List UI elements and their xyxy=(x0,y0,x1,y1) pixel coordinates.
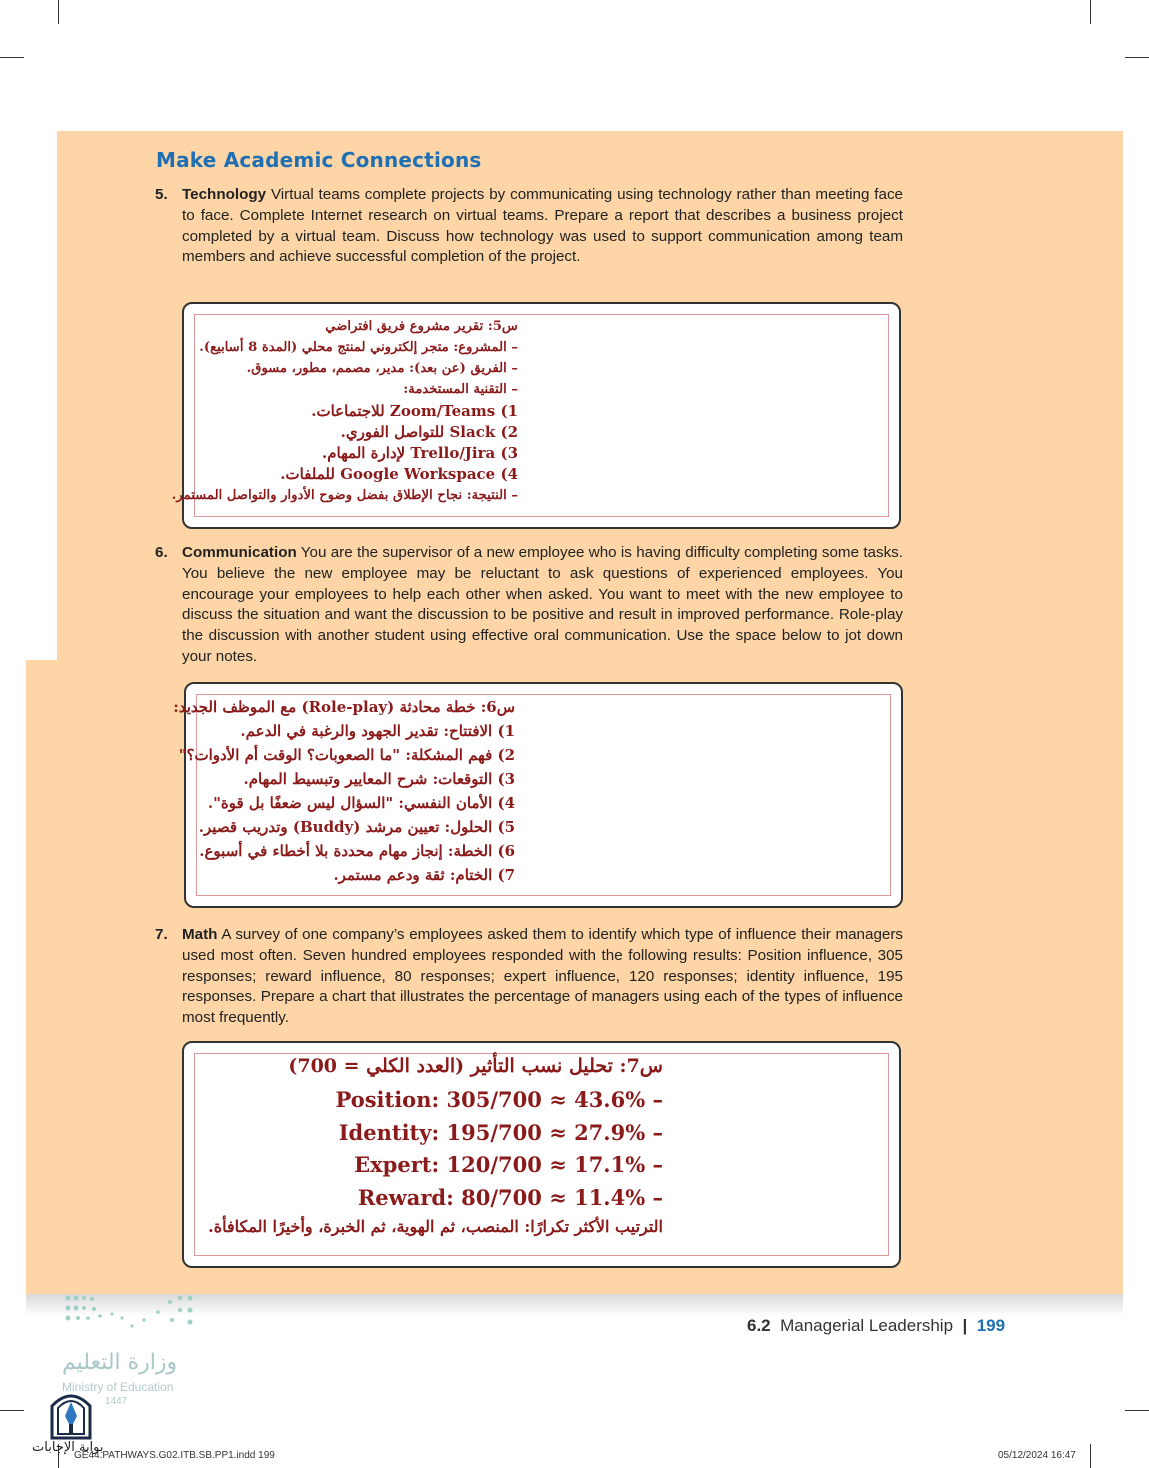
question-title: Technology xyxy=(182,186,267,203)
question-number: 7. xyxy=(155,926,168,943)
page-number: 199 xyxy=(976,1316,1006,1335)
question-text: You are the supervisor of a new employee who is having difficulty completing some tasks. You believe the new employee may be reluctant to ask questions of experienced employees. You encourage your employees to help each other when asked. You want to meet with the new employee to discuss the situation and want the discussion to be positive and result in improved performance. Role-play the discussion with another student using effective oral communication. Use the space below to jot down your notes. xyxy=(182,544,903,665)
question-title: Math xyxy=(182,926,218,943)
answer-line: س5: تقرير مشروع فريق افتراضي xyxy=(325,319,518,334)
answer-line: 2) Slack للتواصل الفوري. xyxy=(340,423,518,441)
footer-section-number: 6.2 xyxy=(747,1316,771,1335)
crop-mark xyxy=(58,0,59,24)
question-number: 6. xyxy=(155,544,168,561)
answer-line: – المشروع: متجر إلكتروني لمنتج محلي (المدة 8 أسابيع). xyxy=(199,340,518,355)
ministry-name-english: Ministry of Education xyxy=(62,1380,174,1394)
ministry-name-arabic: وزارة التعليم xyxy=(62,1350,178,1375)
crop-mark xyxy=(0,1410,24,1411)
answer-line: 6) الخطة: إنجاز مهام محددة بلا أخطاء في أسبوع. xyxy=(199,842,515,860)
answer-line: – Reward: 80/700 ≈ 11.4% xyxy=(357,1185,663,1210)
section-heading: Make Academic Connections xyxy=(156,148,482,172)
site-emblem-icon xyxy=(48,1388,94,1440)
ministry-dots-logo xyxy=(62,1290,202,1340)
question-5 xyxy=(155,185,903,268)
answer-line: – Identity: 195/700 ≈ 27.9% xyxy=(338,1120,663,1145)
answer-line: 2) فهم المشكلة: "ما الصعوبات؟ الوقت أم الأدوات؟" xyxy=(178,746,515,764)
content-panel-extension xyxy=(26,660,66,1300)
answer-line: – النتيجة: نجاح الإطلاق بفضل وضوح الأدوار والتواصل المستمر. xyxy=(171,488,518,503)
answer-line: س7: تحليل نسب التأثير (العدد الكلي = 700) xyxy=(288,1055,663,1077)
answer-line: 7) الختام: ثقة ودعم مستمر. xyxy=(333,866,515,884)
crop-mark xyxy=(0,57,24,58)
page-footer xyxy=(747,1316,1005,1336)
answer-line: – Expert: 120/700 ≈ 17.1% xyxy=(354,1152,663,1177)
question-title: Communication xyxy=(182,544,297,561)
question-6 xyxy=(155,543,903,668)
crop-mark xyxy=(1090,1444,1091,1468)
answer-line: الترتيب الأكثر تكرارًا: المنصب، ثم الهوية، ثم الخبرة، وأخيرًا المكافأة. xyxy=(208,1217,663,1236)
ministry-year: 1447 xyxy=(105,1396,128,1407)
footer-section-title: Managerial Leadership xyxy=(780,1316,954,1335)
crop-mark xyxy=(1090,0,1091,24)
answer-line: 3) Trello/Jira لإدارة المهام. xyxy=(322,444,518,462)
question-text: A survey of one company’s employees asked them to identify which type of influence their managers used most often. Seven hundred employees responded with the following results: Position influence, 305 responses; reward influence, 80 responses; expert influence, 120 responses; identity influence, 195 responses. Prepare a chart that illustrates the percentage of managers using each of the types of influence most frequently. xyxy=(182,926,903,1027)
answer-line: 1) الافتتاح: تقدير الجهود والرغبة في الدعم. xyxy=(240,722,515,740)
answer-line: 3) التوقعات: شرح المعايير وتبسيط المهام. xyxy=(243,770,515,788)
answer-line: – Position: 305/700 ≈ 43.6% xyxy=(335,1087,663,1112)
question-7 xyxy=(155,925,903,1029)
answer-box-7 xyxy=(182,1041,901,1268)
crop-mark xyxy=(1125,1410,1149,1411)
answer-line: 5) الحلول: تعيين مرشد (Buddy) وتدريب قصير. xyxy=(198,818,515,836)
answer-line: 4) الأمان النفسي: "السؤال ليس ضعفًا بل قوة". xyxy=(207,794,515,812)
footer-separator: | xyxy=(962,1316,968,1335)
crop-mark xyxy=(1125,57,1149,58)
answer-box-6 xyxy=(173,682,903,908)
slug-file: GE44.PATHWAYS.G02.ITB.SB.PP1.indd 199 xyxy=(74,1450,275,1461)
question-text: Virtual teams complete projects by communicating using technology rather than meeting face to face. Complete Internet research on virtual teams. Prepare a report that describes a business project completed by a virtual team. Discuss how technology was used to support communication among team members and achieve successful completion of the project. xyxy=(182,186,903,266)
site-label: بوابة الإجابات xyxy=(32,1440,104,1455)
answer-line: – الفريق (عن بعد): مدير، مصمم، مطور، مسوق. xyxy=(246,361,518,376)
question-number: 5. xyxy=(155,186,168,203)
answer-line: 4) Google Workspace للملفات. xyxy=(280,465,518,483)
answer-line: 1) Zoom/Teams للاجتماعات. xyxy=(311,402,518,420)
answer-box-5 xyxy=(171,302,901,529)
slug-date: 05/12/2024 16:47 xyxy=(998,1450,1076,1461)
answer-line: س6: خطة محادثة (Role-play) مع الموظف الجديد: xyxy=(173,698,515,716)
answer-line: – التقنية المستخدمة: xyxy=(403,382,518,397)
